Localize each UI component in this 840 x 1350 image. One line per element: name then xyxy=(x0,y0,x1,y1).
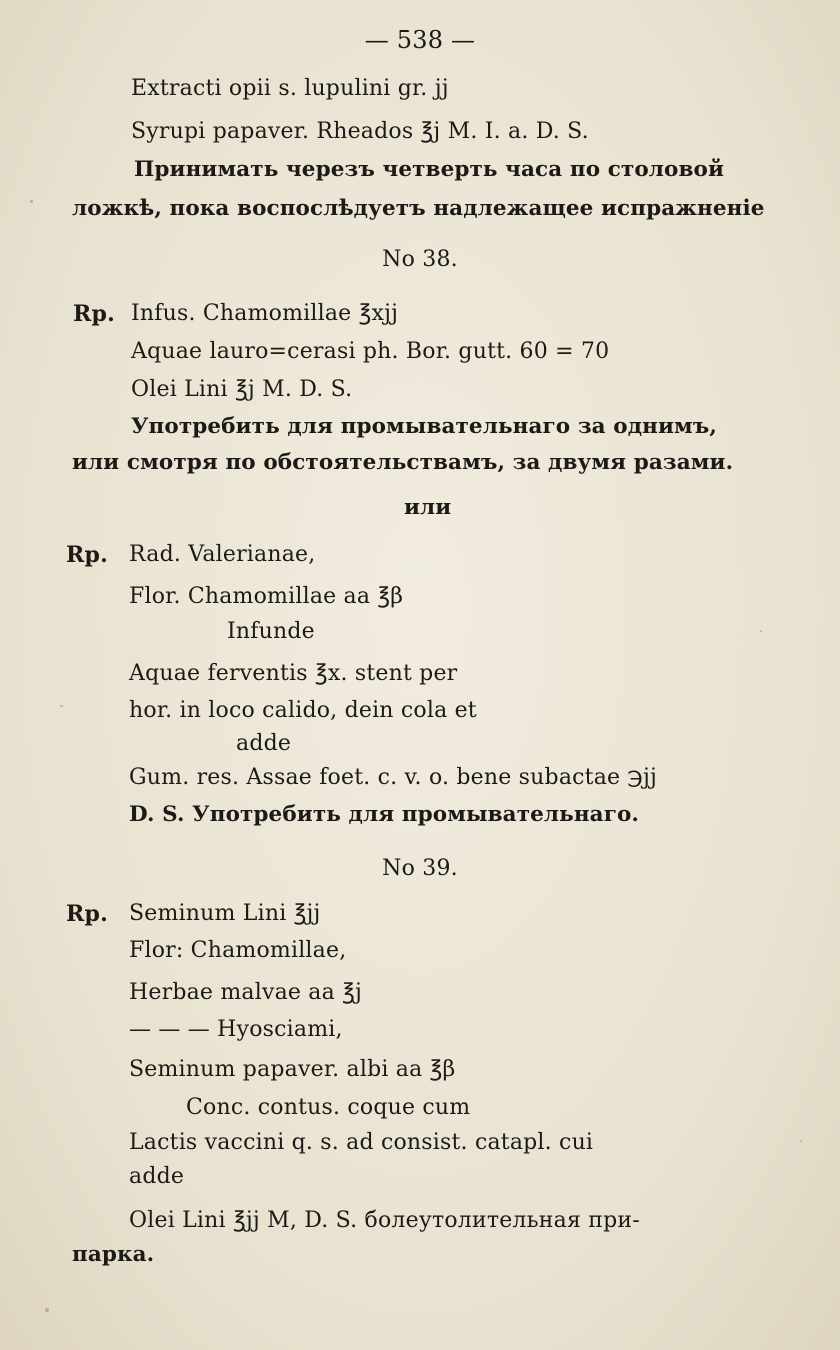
text-line: Conc. contus. coque cum xyxy=(186,1095,471,1120)
text-line: Flor. Chamomillae aa ℥β xyxy=(129,584,404,609)
text-line: Flor: Chamomillae, xyxy=(129,938,347,963)
paper-speck xyxy=(30,200,33,203)
text-line: Extracti opii s. lupulini gr. jj xyxy=(131,76,449,101)
text-line: Infus. Chamomillae ℥xjj xyxy=(131,301,399,326)
text-line: adde xyxy=(129,1164,185,1189)
text-line: Aquae ferventis ℥x. stent per xyxy=(129,661,458,686)
text-line: — — — Hyosciami, xyxy=(129,1017,343,1042)
text-line: или смотря по обстоятельствамъ, за двумя разами. xyxy=(72,450,734,475)
page-number-header: — 538 — xyxy=(364,26,476,54)
text-line: Употребить для промывательнаго за однимъ, xyxy=(131,414,717,439)
text-line: Rad. Valerianae, xyxy=(129,542,316,567)
rx-label: Rp. xyxy=(73,301,115,327)
rx-label: Rp. xyxy=(66,542,108,568)
text-line: ложкѣ, пока воспослѣдуетъ надлежащее испражненіе xyxy=(72,196,765,221)
rx-label: Rp. xyxy=(66,901,108,927)
recipe-heading: No 39. xyxy=(382,856,458,881)
paper-speck xyxy=(800,1140,802,1142)
recipe-heading: No 38. xyxy=(382,247,458,272)
paper-speck xyxy=(60,705,63,707)
alternative-heading: или xyxy=(404,495,452,520)
paper-speck xyxy=(760,630,762,632)
text-line: Olei Lini ℥j M. D. S. xyxy=(131,377,353,402)
text-line: Olei Lini ℥jj M, D. S. болеутолительная при- xyxy=(129,1208,640,1233)
text-line: Infunde xyxy=(227,619,315,644)
text-line: Seminum Lini ℥jj xyxy=(129,901,321,926)
text-line: Syrupi papaver. Rheados ℥j M. I. a. D. S. xyxy=(131,119,589,144)
text-line: Aquae lauro=cerasi ph. Bor. gutt. 60 = 70 xyxy=(131,339,610,364)
text-line: Seminum papaver. albi aa ℥β xyxy=(129,1057,456,1082)
text-line: hor. in loco calido, dein cola et xyxy=(129,698,477,723)
text-line: D. S. Употребить для промывательнаго. xyxy=(129,802,640,827)
text-line: Принимать черезъ четверть часа по столовой xyxy=(134,157,725,182)
paper-speck xyxy=(45,1308,49,1312)
text-line: adde xyxy=(236,731,292,756)
text-line: Lactis vaccini q. s. ad consist. catapl. cui xyxy=(129,1130,594,1155)
text-line: парка. xyxy=(72,1242,155,1267)
text-line: Herbae malvae aa ℥j xyxy=(129,980,363,1005)
text-line: Gum. res. Assae foet. c. v. o. bene subactae ℈jj xyxy=(129,765,658,790)
